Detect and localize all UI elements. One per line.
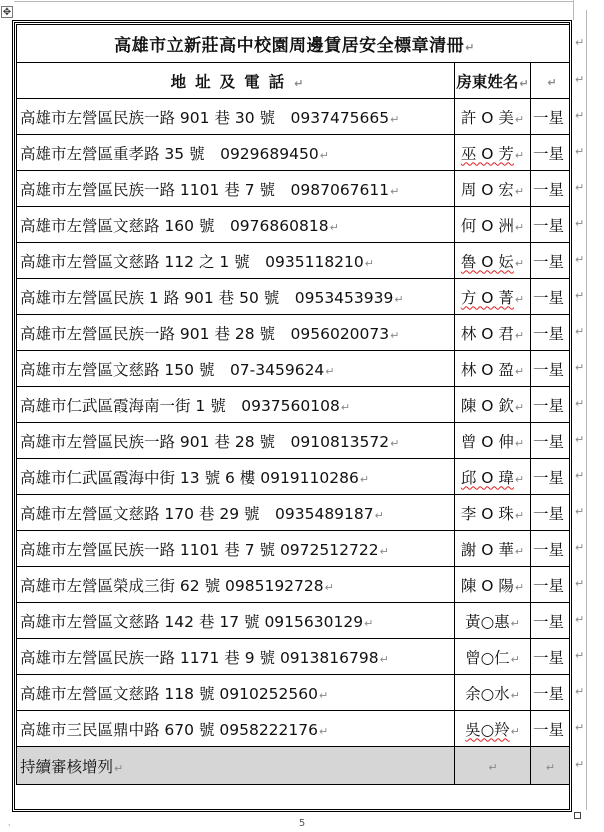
tab-mark-icon: ⸱ bbox=[8, 821, 11, 831]
address-phone-text: 高雄市左營區文慈路 170 巷 29 號 0935489187 bbox=[20, 504, 374, 523]
table-row bbox=[17, 567, 570, 603]
landlord-name-text: 方 O 菁 bbox=[460, 288, 514, 307]
landlord-name-cell[interactable] bbox=[455, 99, 531, 135]
paragraph-mark-icon: ↵ bbox=[364, 256, 374, 270]
paragraph-mark-icon: ↵ bbox=[488, 760, 498, 774]
address-phone-cell[interactable] bbox=[17, 495, 455, 531]
safety-rating-text: 一星 bbox=[533, 360, 565, 379]
safety-rating-cell[interactable] bbox=[531, 243, 570, 279]
safety-rating-cell[interactable] bbox=[531, 171, 570, 207]
paragraph-mark-icon: ↵ bbox=[514, 292, 525, 306]
paragraph-mark-icon: ↵ bbox=[390, 328, 400, 342]
safety-rating-cell[interactable] bbox=[531, 315, 570, 351]
address-phone-cell[interactable] bbox=[17, 243, 455, 279]
address-phone-cell[interactable] bbox=[17, 99, 455, 135]
address-phone-text: 高雄市三民區鼎中路 670 號 0958222176 bbox=[20, 720, 318, 739]
safety-rating-cell[interactable] bbox=[531, 459, 570, 495]
paragraph-mark-icon: ↵ bbox=[114, 761, 124, 775]
paragraph-mark-icon: ↵ bbox=[374, 508, 384, 522]
address-phone-cell[interactable] bbox=[17, 711, 455, 747]
header-address: 地址及電話 bbox=[170, 72, 294, 91]
landlord-name-text: 曾 O 伸 bbox=[460, 432, 514, 451]
landlord-name-text: 許 O 美 bbox=[460, 108, 514, 127]
landlord-name-cell[interactable] bbox=[455, 243, 531, 279]
address-phone-text: 高雄市仁武區霞海中街 13 號 6 樓 0919110286 bbox=[20, 468, 359, 487]
row-end-mark-icon: ↵ bbox=[575, 432, 585, 446]
address-phone-text: 高雄市左營區民族 1 路 901 巷 50 號 0953453939 bbox=[20, 288, 394, 307]
safety-rating-cell[interactable] bbox=[531, 279, 570, 315]
page-number: 5 bbox=[298, 818, 306, 829]
table-row bbox=[17, 531, 570, 567]
table-row bbox=[17, 423, 570, 459]
paragraph-mark-icon: ↵ bbox=[514, 544, 525, 558]
table-row bbox=[17, 135, 570, 171]
footer-row bbox=[17, 747, 570, 785]
address-phone-text: 高雄市左營區民族一路 901 巷 30 號 0937475665 bbox=[20, 108, 390, 127]
safety-rating-text: 一星 bbox=[533, 216, 565, 235]
address-phone-text: 高雄市左營區文慈路 118 號 0910252560 bbox=[20, 684, 318, 703]
safety-rating-text: 一星 bbox=[533, 432, 565, 451]
landlord-name-text: 謝 O 華 bbox=[460, 540, 514, 559]
address-phone-text: 高雄市左營區文慈路 160 號 0976860818 bbox=[20, 216, 329, 235]
paragraph-mark-icon: ↵ bbox=[547, 75, 557, 89]
row-end-mark-icon: ↵ bbox=[575, 504, 585, 518]
row-end-mark-icon: ↵ bbox=[575, 540, 585, 554]
address-phone-text: 高雄市左營區民族一路 901 巷 28 號 0910813572 bbox=[20, 432, 390, 451]
row-end-mark-icon: ↵ bbox=[575, 180, 585, 194]
landlord-name-text: 魯 O 妘 bbox=[460, 252, 514, 271]
table-row bbox=[17, 603, 570, 639]
landlord-name-text: 何 O 洲 bbox=[460, 216, 514, 235]
row-end-mark-icon: ↵ bbox=[575, 757, 585, 771]
paragraph-mark-icon: ↵ bbox=[510, 652, 520, 666]
safety-rating-cell[interactable] bbox=[531, 675, 570, 711]
paragraph-mark-icon: ↵ bbox=[514, 148, 525, 162]
table-row bbox=[17, 495, 570, 531]
landlord-name-text: 巫 O 芳 bbox=[460, 144, 514, 163]
address-phone-text: 高雄市左營區民族一路 1101 巷 7 號 0972512722 bbox=[20, 540, 379, 559]
landlord-name-cell[interactable] bbox=[455, 531, 531, 567]
landlord-name-cell[interactable] bbox=[455, 351, 531, 387]
page-guide-right bbox=[573, 0, 574, 20]
paragraph-mark-icon: ↵ bbox=[514, 184, 525, 198]
table-title: 高雄市立新莊高中校園周邊賃居安全標章清冊 bbox=[114, 36, 465, 56]
table-row bbox=[17, 99, 570, 135]
paragraph-mark-icon: ↵ bbox=[379, 652, 389, 666]
registry-table bbox=[16, 24, 570, 785]
table-row bbox=[17, 315, 570, 351]
landlord-name-cell[interactable] bbox=[455, 171, 531, 207]
table-resize-handle-icon[interactable] bbox=[574, 812, 581, 819]
address-phone-cell[interactable] bbox=[17, 387, 455, 423]
table-row bbox=[17, 675, 570, 711]
paragraph-mark-icon: ↵ bbox=[545, 760, 556, 774]
table-row bbox=[17, 639, 570, 675]
paragraph-mark-icon: ↵ bbox=[324, 580, 334, 594]
page-guide-top bbox=[14, 1, 574, 2]
footer-empty-cell[interactable] bbox=[531, 747, 570, 785]
safety-rating-cell[interactable] bbox=[531, 99, 570, 135]
paragraph-mark-icon: ↵ bbox=[514, 256, 525, 270]
paragraph-mark-icon: ↵ bbox=[514, 220, 525, 234]
safety-rating-cell[interactable] bbox=[531, 711, 570, 747]
safety-rating-text: 一星 bbox=[533, 576, 565, 595]
address-phone-text: 高雄市左營區文慈路 150 號 07-3459624 bbox=[20, 360, 325, 379]
address-phone-text: 高雄市左營區重孝路 35 號 0929689450 bbox=[20, 144, 319, 163]
landlord-name-cell[interactable] bbox=[455, 315, 531, 351]
landlord-name-cell[interactable] bbox=[455, 459, 531, 495]
address-phone-cell[interactable] bbox=[17, 135, 455, 171]
paragraph-mark-icon: ↵ bbox=[294, 76, 304, 90]
paragraph-mark-icon: ↵ bbox=[390, 436, 400, 450]
safety-rating-text: 一星 bbox=[533, 684, 565, 703]
paragraph-mark-icon: ↵ bbox=[394, 292, 404, 306]
safety-rating-text: 一星 bbox=[533, 468, 565, 487]
safety-rating-text: 一星 bbox=[533, 108, 565, 127]
safety-rating-cell[interactable] bbox=[531, 387, 570, 423]
footer-note-cell[interactable] bbox=[17, 747, 455, 785]
header-landlord-cell bbox=[455, 63, 531, 99]
landlord-name-cell[interactable] bbox=[455, 711, 531, 747]
landlord-name-text: 陳 O 陽 bbox=[460, 576, 514, 595]
row-end-mark-icon: ↵ bbox=[575, 288, 585, 302]
safety-rating-text: 一星 bbox=[533, 324, 565, 343]
address-phone-text: 高雄市仁武區霞海南一街 1 號 0937560108 bbox=[20, 396, 340, 415]
landlord-name-cell[interactable] bbox=[455, 387, 531, 423]
safety-rating-text: 一星 bbox=[533, 288, 565, 307]
paragraph-mark-icon: ↵ bbox=[325, 364, 335, 378]
row-end-mark-icon: ↵ bbox=[575, 108, 585, 122]
paragraph-mark-icon: ↵ bbox=[514, 580, 525, 594]
row-end-mark-icon: ↵ bbox=[575, 252, 585, 266]
header-rating-cell bbox=[531, 63, 570, 99]
safety-rating-text: 一星 bbox=[533, 252, 565, 271]
table-row bbox=[17, 207, 570, 243]
row-end-mark-icon: ↵ bbox=[575, 144, 585, 158]
landlord-name-cell[interactable] bbox=[455, 423, 531, 459]
address-phone-text: 高雄市左營區榮成三街 62 號 0985192728 bbox=[20, 576, 324, 595]
landlord-name-text: 余○水 bbox=[465, 684, 510, 703]
address-phone-cell[interactable] bbox=[17, 171, 455, 207]
paragraph-mark-icon: ↵ bbox=[318, 688, 329, 702]
landlord-name-cell[interactable] bbox=[455, 639, 531, 675]
paragraph-mark-icon: ↵ bbox=[390, 184, 400, 198]
address-phone-cell[interactable] bbox=[17, 675, 455, 711]
safety-rating-text: 一星 bbox=[533, 504, 565, 523]
table-row bbox=[17, 351, 570, 387]
landlord-name-cell[interactable] bbox=[455, 603, 531, 639]
safety-rating-cell[interactable] bbox=[531, 135, 570, 171]
address-phone-cell[interactable] bbox=[17, 567, 455, 603]
table-row bbox=[17, 711, 570, 747]
row-end-mark-icon: ↵ bbox=[575, 468, 585, 482]
row-end-mark-icon: ↵ bbox=[575, 324, 585, 338]
paragraph-mark-icon: ↵ bbox=[318, 724, 329, 738]
landlord-name-cell[interactable] bbox=[455, 207, 531, 243]
paragraph-mark-icon: ↵ bbox=[514, 112, 525, 126]
address-phone-cell[interactable] bbox=[17, 603, 455, 639]
safety-rating-cell[interactable] bbox=[531, 495, 570, 531]
paragraph-mark-icon: ↵ bbox=[379, 544, 389, 558]
safety-rating-text: 一星 bbox=[533, 396, 565, 415]
safety-rating-cell[interactable] bbox=[531, 423, 570, 459]
landlord-name-cell[interactable] bbox=[455, 135, 531, 171]
table-row bbox=[17, 459, 570, 495]
paragraph-mark-icon: ↵ bbox=[359, 472, 370, 486]
paragraph-mark-icon: ↵ bbox=[519, 76, 529, 90]
header-row bbox=[17, 63, 570, 99]
address-phone-text: 高雄市左營區民族一路 1101 巷 7 號 0987067611 bbox=[20, 180, 390, 199]
safety-rating-cell[interactable] bbox=[531, 207, 570, 243]
landlord-name-text: 林 O 君 bbox=[460, 324, 514, 343]
safety-rating-text: 一星 bbox=[533, 180, 565, 199]
paragraph-mark-icon: ↵ bbox=[510, 724, 520, 738]
paragraph-mark-icon: ↵ bbox=[329, 220, 339, 234]
page-guide-right-lower bbox=[586, 10, 587, 810]
row-end-mark-icon: ↵ bbox=[575, 72, 585, 86]
table-row bbox=[17, 243, 570, 279]
header-address-cell bbox=[17, 63, 455, 99]
address-phone-cell[interactable] bbox=[17, 459, 455, 495]
address-phone-cell[interactable] bbox=[17, 423, 455, 459]
paragraph-mark-icon: ↵ bbox=[465, 41, 475, 54]
table-move-handle-icon[interactable]: ✥ bbox=[2, 7, 12, 18]
paragraph-mark-icon: ↵ bbox=[319, 148, 329, 162]
landlord-name-text: 黃○惠 bbox=[465, 612, 510, 631]
paragraph-mark-icon: ↵ bbox=[364, 616, 374, 630]
safety-rating-text: 一星 bbox=[533, 648, 565, 667]
paragraph-mark-icon: ↵ bbox=[514, 364, 525, 378]
safety-rating-text: 一星 bbox=[533, 144, 565, 163]
paragraph-mark-icon: ↵ bbox=[514, 328, 525, 342]
address-phone-cell[interactable] bbox=[17, 639, 455, 675]
address-phone-cell[interactable] bbox=[17, 351, 455, 387]
paragraph-mark-icon: ↵ bbox=[340, 400, 351, 414]
landlord-name-text: 曾○仁 bbox=[465, 648, 510, 667]
safety-rating-text: 一星 bbox=[533, 540, 565, 559]
table-row bbox=[17, 279, 570, 315]
paragraph-mark-icon: ↵ bbox=[514, 472, 525, 486]
row-end-mark-icon: ↵ bbox=[575, 648, 585, 662]
paragraph-mark-icon: ↵ bbox=[514, 400, 525, 414]
landlord-name-text: 邱 O 瑋 bbox=[460, 468, 514, 487]
landlord-name-cell[interactable] bbox=[455, 675, 531, 711]
landlord-name-text: 陳 O 欽 bbox=[460, 396, 514, 415]
paragraph-mark-icon: ↵ bbox=[510, 616, 520, 630]
paragraph-mark-icon: ↵ bbox=[514, 508, 525, 522]
landlord-name-text: 李 O 珠 bbox=[460, 504, 514, 523]
address-phone-text: 高雄市左營區民族一路 901 巷 28 號 0956020073 bbox=[20, 324, 390, 343]
table-title-cell bbox=[17, 25, 570, 63]
row-end-mark-icon: ↵ bbox=[575, 720, 585, 734]
row-end-mark-icon: ↵ bbox=[575, 216, 585, 230]
address-phone-text: 高雄市左營區民族一路 1171 巷 9 號 0913816798 bbox=[20, 648, 379, 667]
footer-note: 持續審核增列 bbox=[20, 757, 114, 776]
landlord-name-cell[interactable] bbox=[455, 279, 531, 315]
row-end-mark-icon: ↵ bbox=[575, 35, 585, 49]
safety-rating-cell[interactable] bbox=[531, 351, 570, 387]
address-phone-cell[interactable] bbox=[17, 279, 455, 315]
table-row bbox=[17, 387, 570, 423]
footer-empty-cell[interactable] bbox=[455, 747, 531, 785]
row-end-mark-icon: ↵ bbox=[575, 576, 585, 590]
row-end-mark-icon: ↵ bbox=[575, 360, 585, 374]
landlord-name-text: 吳○羚 bbox=[465, 720, 510, 739]
address-phone-cell[interactable] bbox=[17, 531, 455, 567]
row-end-mark-icon: ↵ bbox=[575, 396, 585, 410]
landlord-name-text: 周 O 宏 bbox=[460, 180, 514, 199]
landlord-name-cell[interactable] bbox=[455, 567, 531, 603]
landlord-name-cell[interactable] bbox=[455, 495, 531, 531]
safety-rating-text: 一星 bbox=[533, 612, 565, 631]
landlord-name-text: 林 O 盈 bbox=[460, 360, 514, 379]
safety-rating-cell[interactable] bbox=[531, 639, 570, 675]
safety-rating-cell[interactable] bbox=[531, 567, 570, 603]
address-phone-text: 高雄市左營區文慈路 112 之 1 號 0935118210 bbox=[20, 252, 364, 271]
row-end-mark-icon: ↵ bbox=[575, 684, 585, 698]
table-row bbox=[17, 171, 570, 207]
paragraph-mark-icon: ↵ bbox=[514, 436, 525, 450]
header-landlord: 房東姓名 bbox=[456, 72, 519, 91]
paragraph-mark-icon: ↵ bbox=[510, 688, 520, 702]
paragraph-mark-icon: ↵ bbox=[390, 112, 400, 126]
safety-rating-text: 一星 bbox=[533, 720, 565, 739]
safety-rating-cell[interactable] bbox=[531, 531, 570, 567]
address-phone-cell[interactable] bbox=[17, 207, 455, 243]
row-end-mark-icon: ↵ bbox=[575, 612, 585, 626]
address-phone-text: 高雄市左營區文慈路 142 巷 17 號 0915630129 bbox=[20, 612, 364, 631]
safety-rating-cell[interactable] bbox=[531, 603, 570, 639]
title-row bbox=[17, 25, 570, 63]
address-phone-cell[interactable] bbox=[17, 315, 455, 351]
